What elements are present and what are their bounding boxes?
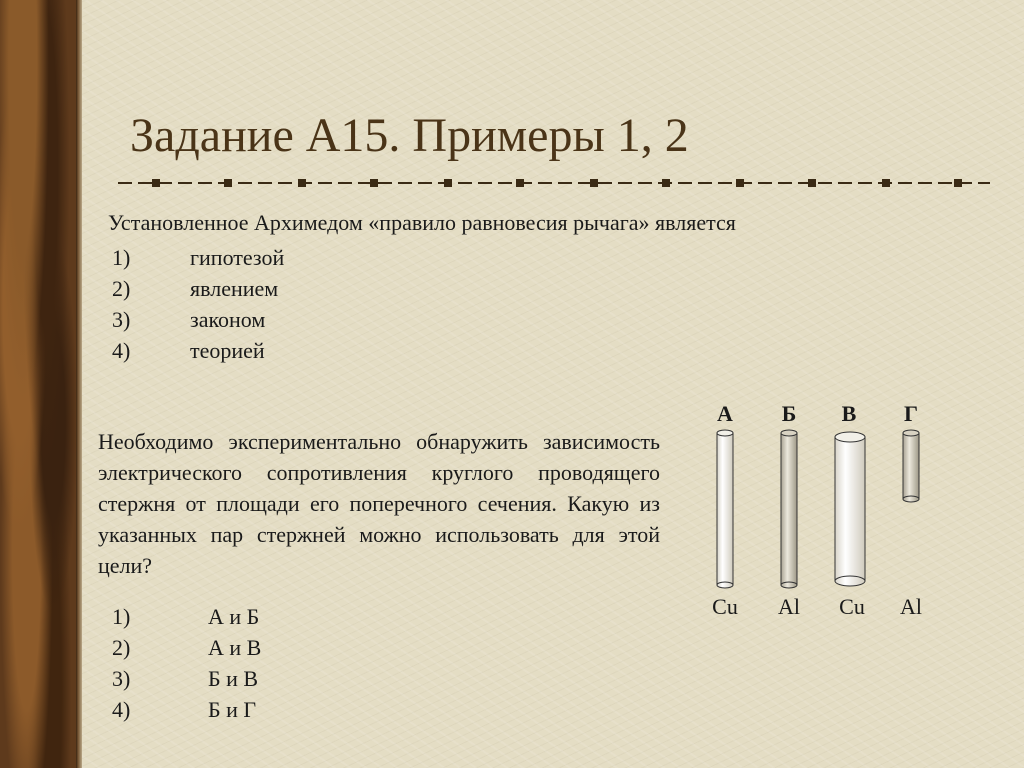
rod-label-b: Б (781, 401, 797, 426)
option-number: 4) (112, 338, 131, 363)
rod-a (717, 430, 733, 588)
rod-label-a: А (717, 401, 733, 426)
rod-material-a: Cu (712, 594, 738, 619)
question1-text: Установленное Архимедом «правило равновесия рычага» является (108, 210, 736, 235)
option-number: 1) (112, 604, 131, 629)
option-number: 3) (112, 307, 131, 332)
option-text: явлением (190, 276, 279, 301)
page-title: Задание А15. Примеры 1, 2 (130, 109, 689, 162)
title-divider (118, 176, 998, 190)
option-text: законом (190, 307, 266, 332)
rod-b (781, 430, 797, 588)
rod-v (835, 432, 865, 586)
option-text: Б и В (208, 666, 259, 691)
rod-label-v: В (841, 401, 857, 426)
rod-g (903, 430, 919, 502)
option-text: А и Б (208, 604, 260, 629)
option-text: А и В (208, 635, 262, 660)
rod-material-b: Al (778, 594, 800, 619)
question2-text: Необходимо экспериментально обнаружить зависимость электрического сопротивления круглого проводящего стержня от площади его поперечного сечения. Какую из указанных пар стержней можно использовать для этой цели? (98, 429, 660, 578)
option-number: 3) (112, 666, 131, 691)
option-text: теорией (190, 338, 265, 363)
decorative-left-band (0, 0, 76, 768)
option-number: 2) (112, 635, 131, 660)
option-text: Б и Г (208, 697, 257, 722)
option-text: гипотезой (190, 245, 285, 270)
rod-material-g: Al (900, 594, 922, 619)
rods-diagram (700, 425, 940, 595)
option-number: 1) (112, 245, 131, 270)
option-number: 2) (112, 276, 131, 301)
rod-label-g: Г (904, 401, 918, 426)
option-number: 4) (112, 697, 131, 722)
rod-material-v: Cu (839, 594, 865, 619)
